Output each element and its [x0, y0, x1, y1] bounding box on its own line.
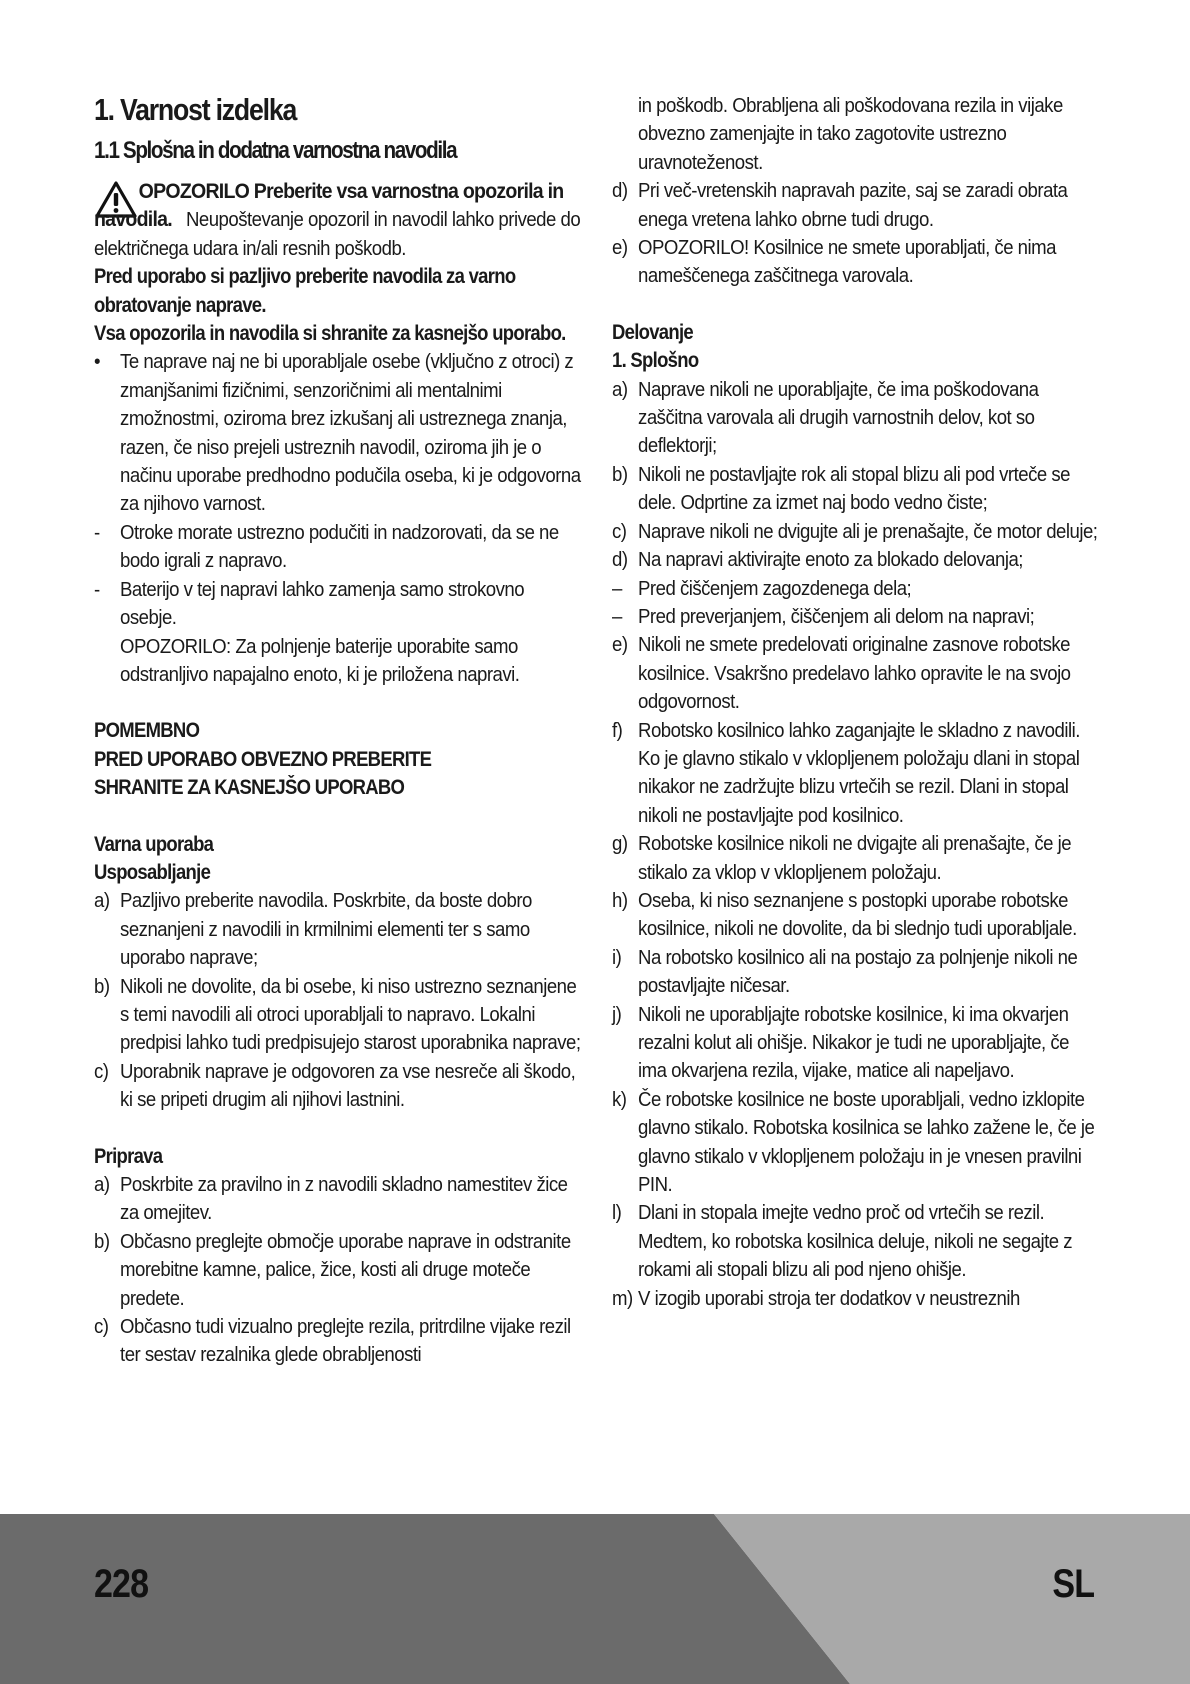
list-marker: –: [612, 605, 622, 628]
right-column: [612, 92, 1100, 1313]
list-text: Pred čiščenjem zagozdenega dela;: [638, 577, 912, 600]
list-marker: c): [94, 1060, 109, 1083]
list-item: [94, 1313, 582, 1370]
list-text: Pazljivo preberite navodila. Poskrbite, da boste dobro seznanjeni z navodili in krmilnimi elementi ter s samo uporabo naprave;: [120, 890, 532, 970]
list-item: [612, 1086, 1100, 1200]
page-number: 228: [94, 1562, 149, 1606]
warning-block: [94, 178, 582, 263]
list-text: Te naprave naj ne bi uporabljale osebe (vključno z otroci) z zmanjšanimi fizičnimi, senzoričnimi ali mentalnimi zmožnostmi, oziroma brez izkušanj ali ustreznega znanja, razen, če niso prejeli ustreznih navodil, oziroma jih je o načinu uporabe predhodno podučila oseba, ki je odgovorna za njihovo varnost.: [120, 351, 581, 516]
list-item: [612, 518, 1100, 546]
training-list: [94, 887, 582, 1114]
list-text: Če robotske kosilnice ne boste uporabljali, vedno izklopite glavno stikalo. Robotska kosilnica se lahko zažene le, če je glavno stikalo v vklopljenem položaju in je vnesen pravilni PIN.: [638, 1088, 1095, 1197]
list-item: [612, 177, 1100, 234]
list-item: [94, 348, 582, 518]
list-text: Pred preverjanjem, čiščenjem ali delom na napravi;: [638, 605, 1035, 628]
list-item: [94, 1171, 582, 1228]
list-marker: l): [612, 1202, 622, 1225]
list-marker: c): [612, 520, 627, 543]
bold-instruction-2: Vsa opozorila in navodila si shranite za kasnejšo uporabo.: [94, 322, 566, 346]
list-item: [612, 887, 1100, 944]
list-text: Na napravi aktivirajte enoto za blokado delovanja;: [638, 549, 1023, 572]
left-column: [94, 90, 582, 1370]
bold-instruction-1: Pred uporabo si pazljivo preberite navodila za varno obratovanje naprave.: [94, 265, 516, 317]
list-text: Pri več-vretenskih napravah pazite, saj se zaradi obrata enega vretena lahko obrne tudi drugo.: [638, 180, 1068, 231]
list-text: Nikoli ne uporabljajte robotske kosilnice, ki ima okvarjen rezalni kolut ali ohišje. Nikakor je tudi ne uporabljajte, če ima okvarjena rezila, vijake, matice ali napeljavo.: [638, 1003, 1069, 1083]
list-item: [612, 1001, 1100, 1086]
operation-subtitle: 1. Splošno: [612, 349, 699, 373]
list-marker: j): [612, 1003, 622, 1026]
list-marker: f): [612, 719, 623, 742]
warning-bold: OPOZORILO Preberite vsa varnostna opozorila in navodila.: [94, 180, 564, 232]
prep-title: Priprava: [94, 1144, 163, 1168]
list-item: [94, 576, 582, 690]
list-text: Robotsko kosilnico lahko zaganjajte le skladno z navodili. Ko je glavno stikalo v vklopljenem položaju dlani in stopal nikakor ne zadržujte blizu vrtečih se rezil. Dlani in stopal nikoli ne postavljajte pod kosilnico.: [638, 719, 1080, 827]
subsection-heading: 1.1 Splošna in dodatna varnostna navodila: [94, 137, 457, 164]
list-item: [612, 575, 1100, 603]
list-item: [94, 1228, 582, 1313]
list-marker: g): [612, 833, 628, 856]
list-text: V izogib uporabi stroja ter dodatkov v neustreznih: [638, 1287, 1020, 1310]
important-label: POMEMBNO: [94, 719, 200, 743]
battery-warning: OPOZORILO: Za polnjenje baterije uporabite samo odstranljivo napajalno enoto, ki je priložena napravi.: [120, 635, 520, 686]
list-text: Baterijo v tej napravi lahko zamenja samo strokovno osebje.: [120, 578, 525, 630]
list-text: Poskrbite za pravilno in z navodili skladno namestitev žice za omejitev.: [120, 1174, 568, 1225]
list-text: Dlani in stopala imejte vedno proč od vrtečih se rezil. Medtem, ko robotska kosilnica deluje, nikoli ne segajte z rokami ali stopali blizu ali pod njeno ohišje.: [638, 1202, 1073, 1282]
list-text: Na robotsko kosilnico ali na postajo za polnjenje nikoli ne postavljajte ničesar.: [638, 946, 1078, 998]
list-item: [94, 973, 582, 1058]
list-text: Naprave nikoli ne uporabljajte, če ima poškodovana zaščitna varovala ali drugih varnostnih delov, kot so deflektorji;: [638, 378, 1039, 458]
list-marker: c): [94, 1316, 109, 1339]
list-text: Otroke morate ustrezno podučiti in nadzorovati, da se ne bodo igrali z napravo.: [120, 521, 559, 573]
list-item: [612, 1285, 1100, 1313]
language-code: SL: [1052, 1562, 1094, 1606]
list-marker: •: [94, 351, 101, 374]
list-marker: a): [612, 378, 628, 401]
list-item: [612, 1199, 1100, 1284]
list-item: [612, 92, 1100, 177]
list-text: Nikoli ne dovolite, da bi osebe, ki niso ustrezno seznanjene s temi navodili ali otroci uporabljali to napravo. Lokalni predpisi lahko tudi predpisujejo starost uporabnika naprave;: [120, 975, 581, 1055]
list-item: [94, 887, 582, 972]
important-keep: SHRANITE ZA KASNEJŠO UPORABO: [94, 776, 405, 800]
list-item: [94, 519, 582, 576]
list-text: Nikoli ne smete predelovati originalne zasnove robotske kosilnice. Vsakršno predelavo lahko opravite le na svojo odgovornost.: [638, 634, 1071, 714]
list-marker: h): [612, 889, 628, 912]
operation-title: Delovanje: [612, 320, 693, 344]
safe-use-title: Varna uporaba: [94, 832, 214, 856]
list-item: [612, 461, 1100, 518]
list-text: Uporabnik naprave je odgovoren za vse nesreče ali škodo, ki se pripeti drugim ali njihovi lastnini.: [120, 1060, 576, 1112]
list-item: [612, 376, 1100, 461]
list-item: [612, 546, 1100, 574]
list-text: Robotske kosilnice nikoli ne dvigajte ali prenašajte, če je stikalo za vklop v vklopljenem položaju.: [638, 833, 1072, 884]
list-item: [94, 1058, 582, 1115]
list-item: [612, 944, 1100, 1001]
list-marker: -: [94, 521, 100, 544]
list-marker: k): [612, 1088, 627, 1111]
list-text: Občasno preglejte območje uporabe naprave in odstranite morebitne kamne, palice, žice, kosti ali druge moteče predete.: [120, 1230, 571, 1310]
list-marker: i): [612, 946, 622, 969]
intro-list: [94, 348, 582, 689]
list-marker: e): [612, 634, 628, 657]
list-marker: a): [94, 890, 110, 913]
list-item: [612, 830, 1100, 887]
list-marker: d): [612, 549, 628, 572]
prep-continued: [612, 92, 1100, 291]
list-marker: d): [612, 180, 628, 203]
list-marker: b): [612, 463, 628, 486]
footer-band: [0, 1514, 1190, 1684]
important-read: PRED UPORABO OBVEZNO PREBERITE: [94, 747, 432, 771]
list-item: [612, 603, 1100, 631]
warning-paragraph: [94, 178, 582, 263]
list-marker: –: [612, 577, 622, 600]
warning-text: Neupoštevanje opozoril in navodil lahko privede do električnega udara in/ali resnih poškodb.: [94, 209, 581, 260]
list-marker: b): [94, 1230, 110, 1253]
list-text: in poškodb. Obrabljena ali poškodovana rezila in vijake obvezno zamenjajte in tako zagotovite ustrezno uravnoteženost.: [638, 95, 1063, 174]
list-text: OPOZORILO! Kosilnice ne smete uporabljati, če nima nameščenega zaščitnega varovala.: [638, 237, 1056, 288]
list-item: [612, 717, 1100, 831]
list-marker: e): [612, 237, 628, 260]
list-item: [612, 234, 1100, 291]
list-text: Občasno tudi vizualno preglejte rezila, pritrdilne vijake rezil ter sestav rezalnika glede obrabljenosti: [120, 1316, 571, 1367]
section-heading: 1. Varnost izdelka: [94, 92, 297, 127]
list-marker: m): [612, 1287, 633, 1310]
list-item: [612, 631, 1100, 716]
list-marker: -: [94, 578, 100, 601]
prep-list: [94, 1171, 582, 1370]
list-text: Nikoli ne postavljajte rok ali stopal blizu ali pod vrteče se dele. Odprtine za izmet naj bodo vedno čiste;: [638, 463, 1071, 515]
list-marker: b): [94, 975, 110, 998]
operation-list: [612, 376, 1100, 1313]
list-text: Oseba, ki niso seznanjene s postopki uporabe robotske kosilnice, nikoli ne dovolite, da bi slednjo tudi uporabljale.: [638, 889, 1077, 941]
list-marker: a): [94, 1174, 110, 1196]
training-title: Usposabljanje: [94, 860, 211, 884]
list-text: Naprave nikoli ne dvigujte ali je prenašajte, če motor deluje;: [638, 520, 1098, 543]
